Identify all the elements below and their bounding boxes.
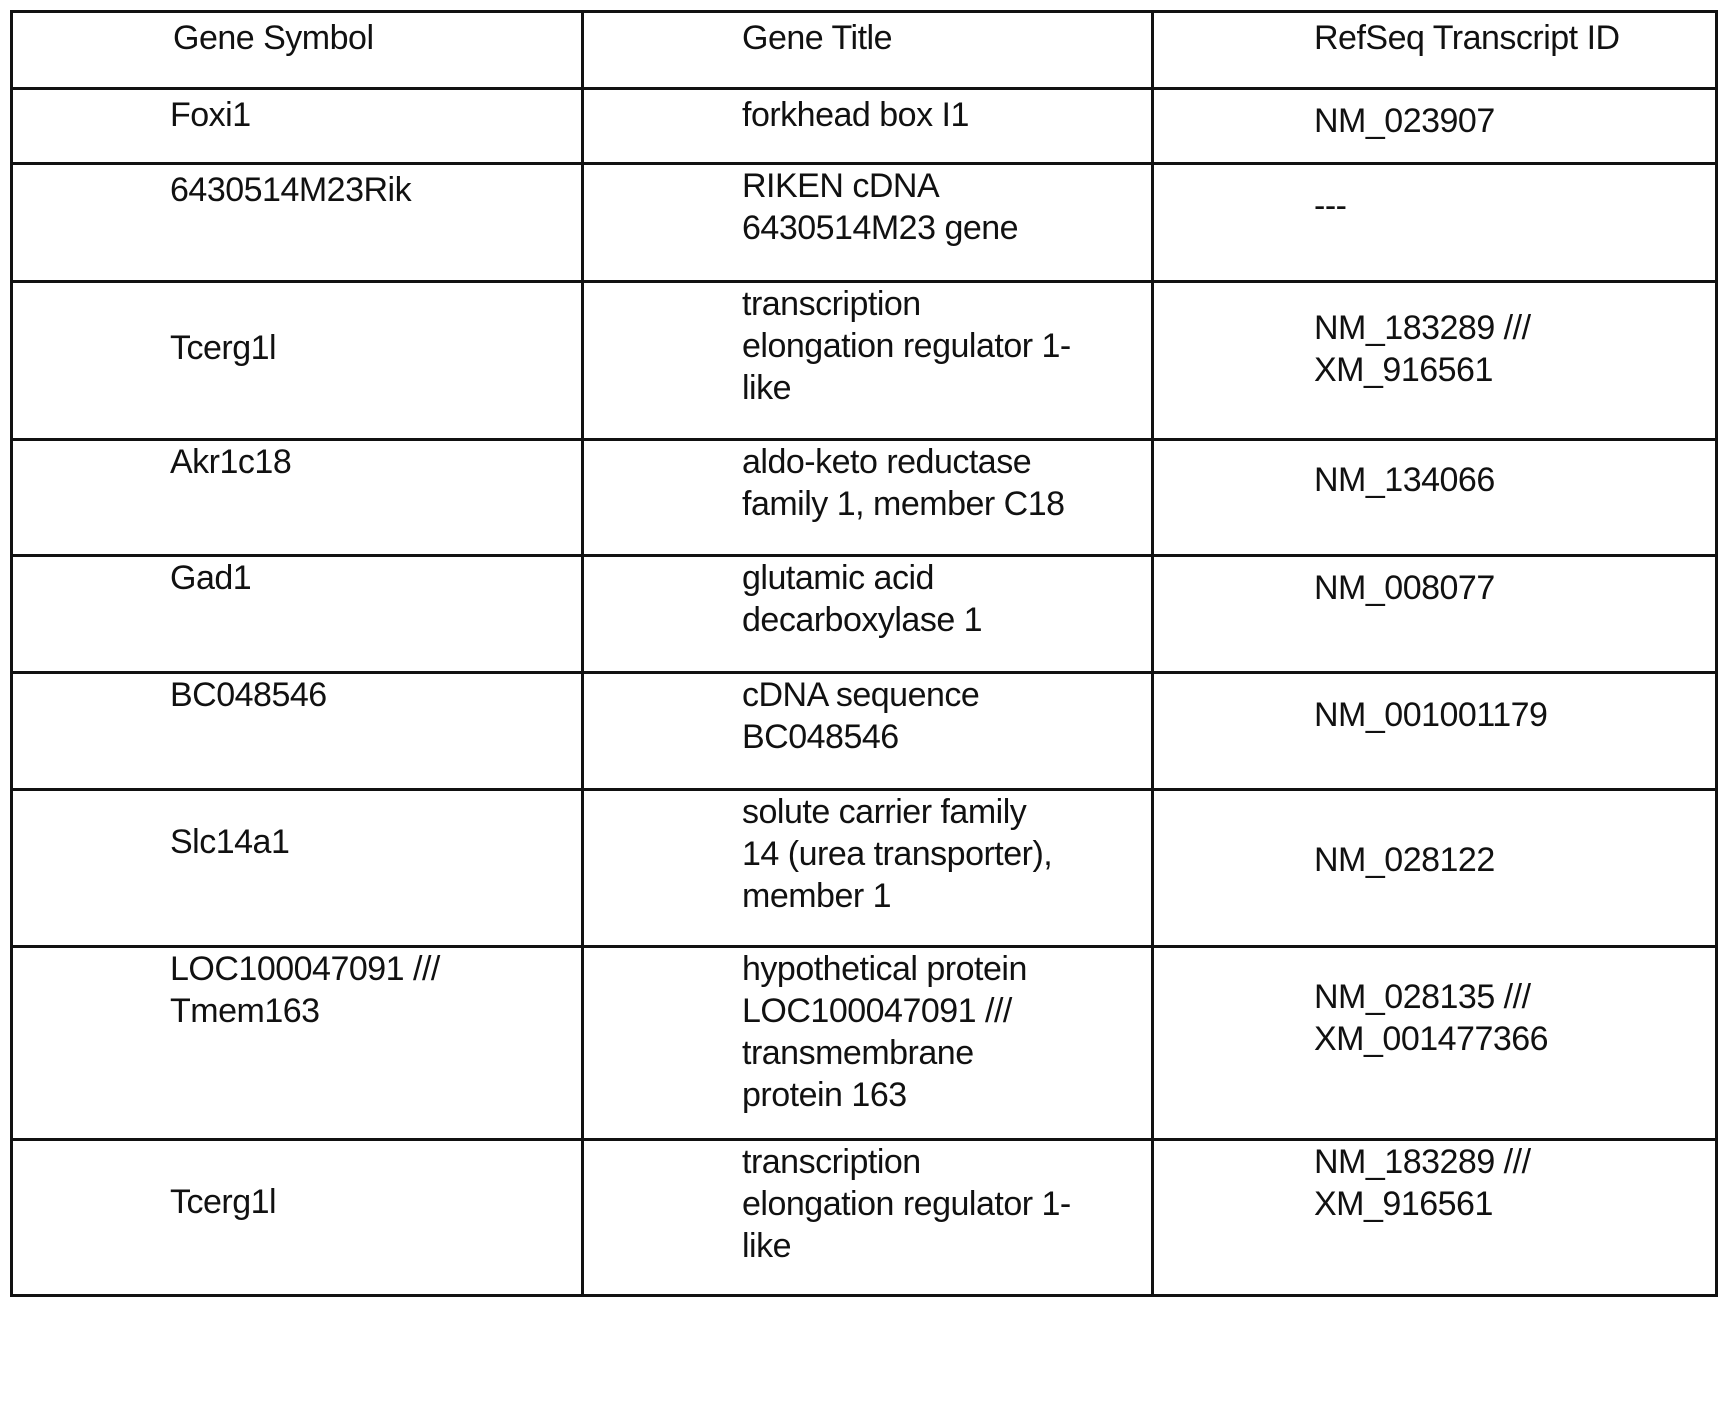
header-refseq-id bbox=[1153, 12, 1717, 89]
refseq-id: NM_001001179 bbox=[1314, 696, 1548, 734]
gene-table-container bbox=[10, 10, 1715, 1297]
cell-gene-symbol bbox=[12, 947, 583, 1140]
cell-gene-symbol bbox=[12, 556, 583, 673]
refseq-id: NM_028122 bbox=[1314, 841, 1495, 879]
table-row bbox=[12, 556, 1717, 673]
gene-title: cDNA sequence BC048546 bbox=[742, 676, 980, 756]
refseq-id: NM_008077 bbox=[1314, 569, 1495, 607]
cell-refseq-id bbox=[1153, 790, 1717, 947]
cell-gene-title bbox=[583, 440, 1153, 556]
cell-refseq-id bbox=[1153, 947, 1717, 1140]
table-row bbox=[12, 790, 1717, 947]
cell-refseq-id bbox=[1153, 164, 1717, 282]
cell-gene-symbol bbox=[12, 790, 583, 947]
cell-gene-title bbox=[583, 790, 1153, 947]
cell-gene-title bbox=[583, 282, 1153, 440]
cell-gene-title bbox=[583, 673, 1153, 790]
gene-symbol: Gad1 bbox=[170, 559, 252, 597]
gene-symbol: Tcerg1l bbox=[170, 329, 277, 367]
header-label: RefSeq Transcript ID bbox=[1314, 19, 1620, 57]
gene-title: aldo-keto reductase family 1, member C18 bbox=[742, 443, 1065, 523]
cell-refseq-id bbox=[1153, 282, 1717, 440]
refseq-id: NM_183289 /// XM_916561 bbox=[1314, 1143, 1531, 1223]
cell-gene-title bbox=[583, 89, 1153, 164]
cell-gene-symbol bbox=[12, 282, 583, 440]
table-row bbox=[12, 947, 1717, 1140]
gene-title: solute carrier family 14 (urea transporter), member 1 bbox=[742, 793, 1053, 915]
gene-title: transcription elongation regulator 1- like bbox=[742, 1143, 1071, 1265]
gene-title: forkhead box I1 bbox=[742, 96, 969, 134]
gene-symbol: Akr1c18 bbox=[170, 443, 292, 481]
cell-refseq-id bbox=[1153, 440, 1717, 556]
table-row bbox=[12, 89, 1717, 164]
gene-symbol: Slc14a1 bbox=[170, 823, 290, 861]
header-label: Gene Title bbox=[742, 19, 892, 57]
cell-gene-title bbox=[583, 947, 1153, 1140]
table-header-row bbox=[12, 12, 1717, 89]
gene-table bbox=[10, 10, 1718, 1297]
table-row bbox=[12, 164, 1717, 282]
gene-symbol: Foxi1 bbox=[170, 96, 251, 134]
cell-gene-title bbox=[583, 164, 1153, 282]
refseq-id: NM_134066 bbox=[1314, 461, 1495, 499]
cell-refseq-id bbox=[1153, 556, 1717, 673]
refseq-id: NM_183289 /// XM_916561 bbox=[1314, 309, 1531, 389]
gene-title: transcription elongation regulator 1- like bbox=[742, 285, 1071, 407]
refseq-id: NM_028135 /// XM_001477366 bbox=[1314, 978, 1549, 1058]
cell-gene-symbol bbox=[12, 89, 583, 164]
header-label: Gene Symbol bbox=[173, 19, 374, 57]
refseq-id: NM_023907 bbox=[1314, 102, 1495, 140]
cell-gene-symbol bbox=[12, 440, 583, 556]
gene-symbol: 6430514M23Rik bbox=[170, 171, 412, 209]
gene-symbol: LOC100047091 /// Tmem163 bbox=[170, 950, 440, 1030]
table-row bbox=[12, 673, 1717, 790]
cell-gene-symbol bbox=[12, 673, 583, 790]
gene-symbol: Tcerg1l bbox=[170, 1183, 277, 1221]
cell-gene-symbol bbox=[12, 1140, 583, 1296]
gene-symbol: BC048546 bbox=[170, 676, 327, 714]
cell-refseq-id bbox=[1153, 89, 1717, 164]
cell-refseq-id bbox=[1153, 673, 1717, 790]
cell-gene-symbol bbox=[12, 164, 583, 282]
gene-title: hypothetical protein LOC100047091 /// transmembrane protein 163 bbox=[742, 950, 1027, 1114]
header-gene-title bbox=[583, 12, 1153, 89]
gene-title: glutamic acid decarboxylase 1 bbox=[742, 559, 983, 639]
cell-gene-title bbox=[583, 1140, 1153, 1296]
gene-title: RIKEN cDNA 6430514M23 gene bbox=[742, 167, 1019, 247]
table-row bbox=[12, 1140, 1717, 1296]
cell-refseq-id bbox=[1153, 1140, 1717, 1296]
cell-gene-title bbox=[583, 556, 1153, 673]
header-gene-symbol bbox=[12, 12, 583, 89]
table-row bbox=[12, 440, 1717, 556]
refseq-id: --- bbox=[1314, 187, 1347, 225]
table-row bbox=[12, 282, 1717, 440]
